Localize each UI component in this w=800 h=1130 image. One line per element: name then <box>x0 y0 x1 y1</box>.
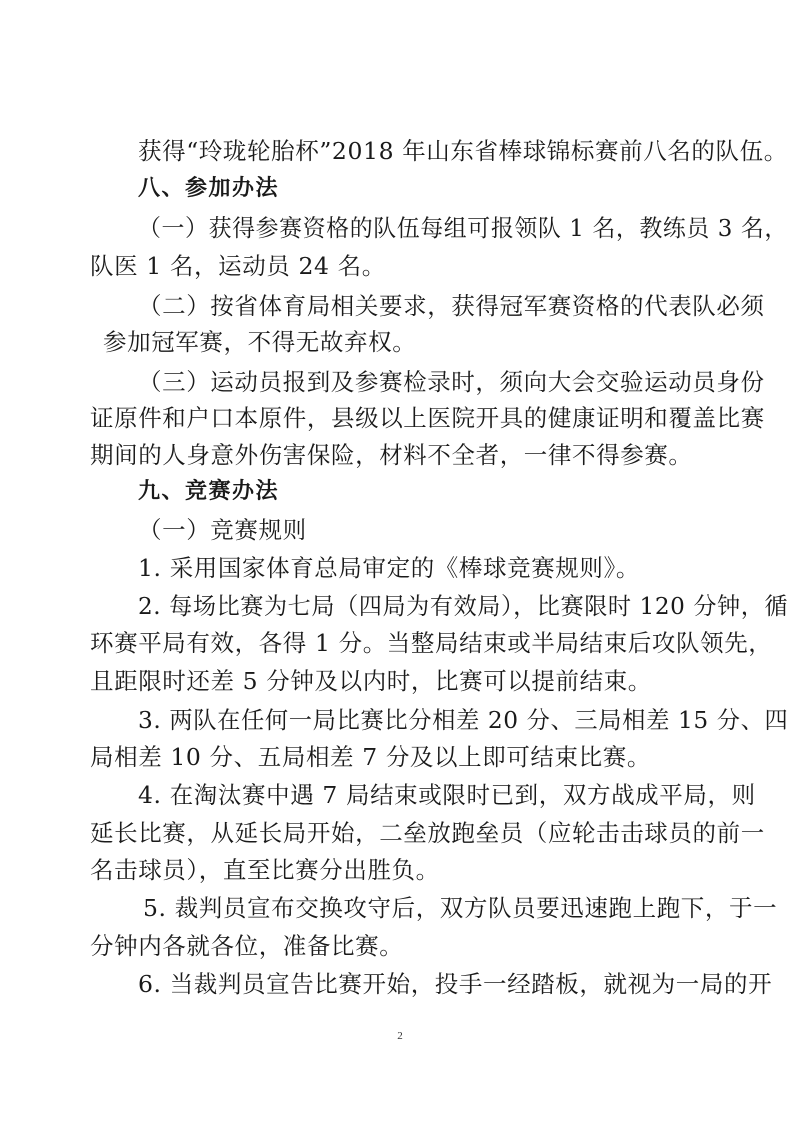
paragraph-line-18: 4. 在淘汰赛中遇 7 局结束或限时已到，双方战成平局，则 <box>138 781 756 809</box>
paragraph-line-20: 名击球员），直至比赛分出胜负。 <box>90 856 440 884</box>
section-heading-8: 八、参加办法 <box>138 176 280 201</box>
paragraph-line-8: 证原件和户口本原件，县级以上医院开具的健康证明和覆盖比赛 <box>90 404 765 432</box>
paragraph-line-23: 6. 当裁判员宣告比赛开始，投手一经踏板，就视为一局的开 <box>138 970 773 998</box>
paragraph-line-22: 分钟内各就各位，准备比赛。 <box>90 932 404 960</box>
paragraph-line-5: （二）按省体育局相关要求，获得冠军赛资格的代表队必须 <box>138 292 765 320</box>
paragraph-line-16: 3. 两队在任何一局比赛比分相差 20 分、三局相差 15 分、四 <box>138 706 789 734</box>
paragraph-line-3: （一）获得参赛资格的队伍每组可报领队 1 名，教练员 3 名， <box>138 214 788 242</box>
paragraph-line-19: 延长比赛，从延长局开始，二垒放跑垒员（应轮击击球员的前一 <box>90 819 765 847</box>
paragraph-line-14: 环赛平局有效，各得 1 分。当整局结束或半局结束后攻队领先， <box>90 629 773 657</box>
subsection-heading-rules: （一）竞赛规则 <box>138 516 307 544</box>
paragraph-line-1: 获得“玲珑轮胎杯”2018 年山东省棒球锦标赛前八名的队伍。 <box>138 137 788 165</box>
paragraph-line-15: 且距限时还差 5 分钟及以内时，比赛可以提前结束。 <box>90 667 652 695</box>
paragraph-line-17: 局相差 10 分、五局相差 7 分及以上即可结束比赛。 <box>90 743 651 771</box>
paragraph-line-12: 1. 采用国家体育总局审定的《棒球竞赛规则》。 <box>138 554 640 582</box>
paragraph-line-13: 2. 每场比赛为七局（四局为有效局），比赛限时 120 分钟，循 <box>138 592 789 620</box>
paragraph-line-4: 队医 1 名，运动员 24 名。 <box>90 252 386 280</box>
paragraph-line-21: 5. 裁判员宣布交换攻守后，双方队员要迅速跑上跑下，于一 <box>143 894 778 922</box>
paragraph-line-7: （三）运动员报到及参赛检录时，须向大会交验运动员身份 <box>138 368 765 396</box>
section-heading-9: 九、竞赛办法 <box>138 479 280 504</box>
paragraph-line-6: 参加冠军赛，不得无故弃权。 <box>103 328 417 356</box>
paragraph-line-9: 期间的人身意外伤害保险，材料不全者，一律不得参赛。 <box>90 441 693 469</box>
page-number: 2 <box>397 1030 403 1042</box>
